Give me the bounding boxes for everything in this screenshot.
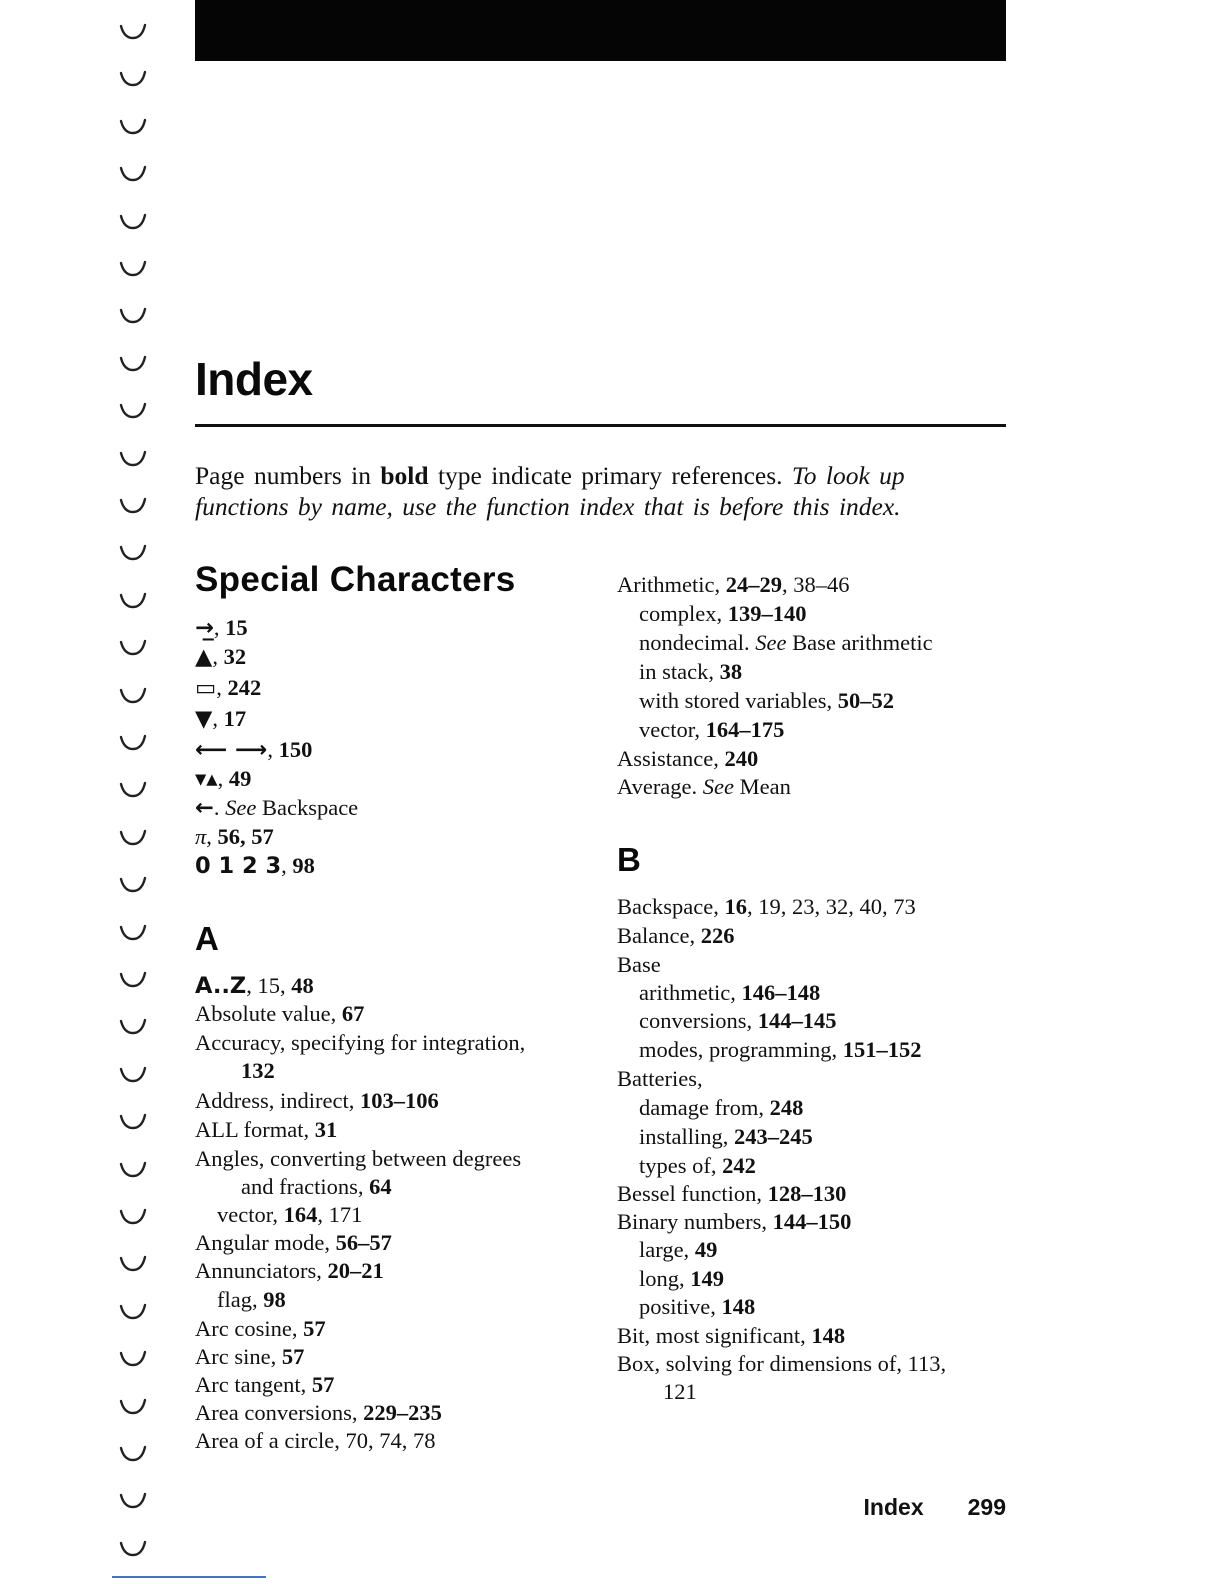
index-subentry [639,688,894,714]
index-term: Bit, most significant, [617,1323,812,1348]
index-entry: ⟵ ⟶, 150 [195,737,313,763]
index-entry [195,973,314,999]
index-term: Angles, converting between degrees [195,1146,522,1171]
index-term: Bessel function, [617,1181,768,1206]
battery-icon: ▭ [195,675,217,701]
index-term: Angular mode, [195,1230,336,1255]
page-ref: 248 [769,1095,804,1120]
page-ref: 151–152 [842,1037,922,1062]
binding-ring-icon [118,1065,148,1085]
index-entry [195,1117,337,1143]
index-term: arithmetic, [639,980,742,1005]
page-title: Index [195,353,313,405]
page-ref: 229–235 [363,1400,442,1425]
index-entry: →̲, 15 [195,615,248,641]
intro-bold-word: bold [380,461,429,490]
binding-ring-icon [118,1207,148,1227]
up-down-triangles-icon: ▾▴ [195,766,218,792]
index-entry [195,1344,304,1370]
index-subentry [639,630,933,656]
binding-ring-icon [118,22,148,42]
index-subentry [639,1037,921,1063]
index-term: , 15, [246,973,292,998]
page-ref: 242 [722,1153,756,1178]
index-entry [617,952,661,978]
index-term: Base [617,952,661,977]
binding-ring-icon [118,69,148,89]
index-entry [195,1030,525,1056]
binding-ring-icon [118,354,148,374]
index-subentry [639,1095,803,1121]
see-target: Mean [734,774,791,799]
page-ref: 57 [303,1316,326,1341]
index-term: Arc sine, [195,1344,282,1369]
index-entry [617,923,734,949]
index-entry: 0 1 2 3, 98 [195,853,315,879]
index-term: installing, [639,1124,734,1149]
page-ref: 56, 57 [217,824,274,849]
index-term: Binary numbers, [617,1209,773,1234]
index-entry [195,1428,436,1454]
index-term: Box, solving for dimensions of, 113, [617,1351,947,1376]
binding-ring-icon [118,638,148,658]
page-ref: 31 [314,1117,338,1142]
page-number: 299 [967,1494,1006,1520]
index-term: Area conversions, [195,1400,364,1425]
warning-triangle-icon: ▲ [195,644,213,670]
page-ref: 148 [811,1323,846,1348]
page-footer [864,1494,1006,1521]
index-term: Annunciators, [195,1258,328,1283]
page-ref: 148 [721,1294,756,1319]
binding-ring-icon [118,733,148,753]
index-entry: ←. See Backspace [195,795,359,821]
index-entry [617,1066,703,1092]
index-term: in stack, [639,659,720,684]
index-entry [617,572,849,598]
intro-paragraph [195,460,1006,522]
index-entry [617,1351,946,1377]
index-term: Assistance, [617,746,725,771]
page-ref: 98 [292,853,315,878]
down-marker-icon: ▼ [195,706,213,732]
page-ref: 139–140 [727,601,807,626]
index-term: Backspace, [617,894,725,919]
index-entry [617,746,758,772]
binding-ring-icon [118,1112,148,1132]
index-term: with stored variables, [639,688,838,713]
page-ref: 150 [278,737,313,762]
index-subentry [217,1202,362,1228]
see-ref: See [755,630,787,655]
index-term: nondecimal. [639,630,756,655]
binding-ring-icon [118,401,148,421]
index-entry-continuation [663,1379,697,1405]
binding-ring-icon [118,212,148,232]
index-term: vector, [639,717,706,742]
index-term: damage from, [639,1095,770,1120]
index-entry [195,1258,384,1284]
binding-ring-icon [118,1491,148,1511]
section-heading-b: B [617,841,641,878]
binding-ring-icon [118,449,148,469]
page-ref: 24–29 [725,572,782,597]
see-ref: See [702,774,735,799]
index-entry-continuation [241,1174,392,1200]
index-entry [617,894,916,920]
index-subentry [639,601,806,627]
binding-ring-icon [118,306,148,326]
index-term-bold: A..Z [195,973,247,999]
index-term: Absolute value, [195,1001,342,1026]
page-ref: 103–106 [359,1088,439,1113]
page-ref: 98 [263,1287,286,1312]
shift-arrow-icon: →̲ [195,615,214,641]
index-entry [195,1088,439,1114]
page-ref: 164–175 [705,717,785,742]
page-ref: 32 [223,644,247,669]
page-ref: 16 [724,894,747,919]
binding-ring-icon [118,259,148,279]
index-term: Address, indirect, [195,1088,360,1113]
index-entry: ▭, 242 [195,675,262,701]
page-ref: 242 [227,675,262,700]
index-subentry [639,1266,724,1292]
index-entry [195,1146,521,1172]
index-term: modes, programming, [639,1037,843,1062]
index-term: Batteries, [617,1066,703,1091]
digits-icon: 0 1 2 3 [195,853,282,879]
index-entry [195,1400,442,1426]
index-term: Area of a circle, 70, 74, 78 [195,1428,436,1453]
index-entry [617,1209,851,1235]
page-ref: 132 [241,1058,275,1083]
page-ref: 20–21 [327,1258,384,1283]
binding-ring-icon [118,496,148,516]
page-ref: 144–150 [772,1209,852,1234]
index-term: Arithmetic, [617,572,726,597]
binding-ring-icon [118,1017,148,1037]
index-term: 121 [663,1379,697,1404]
index-term: long, [639,1266,691,1291]
binding-ring-icon [118,1302,148,1322]
index-term: types of, [639,1153,723,1178]
page-ref: 38 [719,659,743,684]
index-entry: ▼, 17 [195,706,247,732]
index-term: and fractions, [241,1174,370,1199]
binding-ring-icon [118,1397,148,1417]
page-ref: 17 [223,706,247,731]
binding-ring-icon [118,1349,148,1369]
index-subentry [217,1287,286,1313]
page-ref: 144–145 [757,1008,837,1033]
page-ref: 243–245 [734,1124,813,1149]
pi-icon: π [195,824,207,849]
page-ref: 49 [694,1237,718,1262]
index-entry [195,1372,334,1398]
index-entry [617,1181,846,1207]
see-ref: See [225,795,257,820]
page-ref: 49 [228,766,252,791]
scan-edge-line [112,1576,266,1578]
index-entry [617,1323,845,1349]
index-term: vector, [217,1202,284,1227]
index-term: Balance, [617,923,701,948]
index-entry [195,1001,364,1027]
binding-ring-icon [118,970,148,990]
page-ref: 57 [311,1372,335,1397]
page-ref: 15 [225,615,248,640]
page-ref: 149 [690,1266,725,1291]
index-entry-continuation [241,1058,275,1084]
index-term: large, [639,1237,695,1262]
page-ref: 50–52 [837,688,894,713]
left-right-arrows-icon: ⟵ ⟶ [195,737,268,763]
binding-ring-icon [118,828,148,848]
page-ref: 146–148 [741,980,821,1005]
binding-ring-icon [118,923,148,943]
index-term: complex, [639,601,728,626]
binding-ring-icon [118,543,148,563]
page-ref: 48 [291,973,314,998]
binding-ring-icon [118,591,148,611]
index-entry [617,774,791,800]
index-subentry [639,659,742,685]
page-ref: 64 [369,1174,392,1199]
binding-ring-icon [118,164,148,184]
index-term: Accuracy, specifying for integration, [195,1030,526,1055]
index-term: Arc tangent, [195,1372,312,1397]
backspace-arrow-icon: ← [195,795,214,821]
intro-italic-note: To look up functions by name, use the function index that is before this index. [195,461,905,521]
index-entry [195,1316,326,1342]
section-heading-special: Special Characters [195,560,516,599]
index-subentry [639,1294,755,1320]
intro-text-2: type indicate primary references. [428,461,792,490]
page-ref: 240 [724,746,759,771]
index-term: conversions, [639,1008,758,1033]
footer-label: Index [863,1494,924,1520]
index-term: positive, [639,1294,722,1319]
see-target: Backspace [261,795,359,820]
index-subentry [639,1153,756,1179]
see-target: Base arithmetic [786,630,933,655]
index-subentry [639,1124,813,1150]
index-entry: ▲, 32 [195,644,247,670]
index-subentry [639,717,784,743]
index-term: , 38–46 [781,572,850,597]
intro-text: Page numbers in [195,461,381,490]
index-term: Arc cosine, [195,1316,304,1341]
binding-ring-icon [118,780,148,800]
binding-ring-icon [118,1160,148,1180]
index-entry: ▾▴, 49 [195,766,252,792]
page-ref: 164 [283,1202,318,1227]
binding-ring-icon [118,686,148,706]
binding-ring-icon [118,117,148,137]
index-term: flag, [217,1287,264,1312]
binding-ring-icon [118,1539,148,1559]
index-entry: π, 56, 57 [195,824,274,849]
index-term: ALL format, [195,1117,315,1142]
binding-ring-icon [118,1444,148,1464]
index-subentry [639,980,820,1006]
page-ref: 56–57 [335,1230,392,1255]
index-term: Average. [617,774,703,799]
page-ref: 67 [341,1001,365,1026]
page-ref: 128–130 [767,1181,847,1206]
index-term: , 171 [317,1202,363,1227]
title-rule [195,424,1006,427]
section-heading-a: A [195,920,219,957]
binding-ring-icon [118,1254,148,1274]
index-term: , 19, 23, 32, 40, 73 [746,894,916,919]
binding-ring-icon [118,875,148,895]
index-subentry [639,1237,717,1263]
spiral-binding [112,0,156,1584]
index-subentry [639,1008,836,1034]
page-ref: 226 [700,923,735,948]
page-ref: 57 [281,1344,305,1369]
header-black-bar [195,0,1006,61]
index-entry [195,1230,392,1256]
